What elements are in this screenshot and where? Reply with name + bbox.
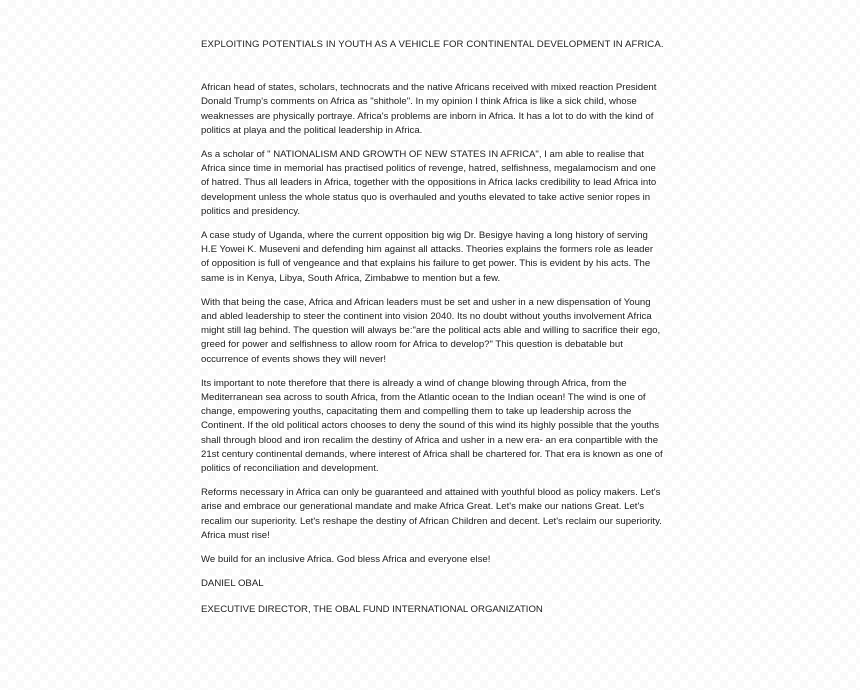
- paragraph-uganda-case: A case study of Uganda, where the current opposition big wig Dr. Besigye having a long history of serving H.E Yowei K. Museveni and defending him against all attacks. Theories explains the formers role as leader of opposition is full of vengeance and that explains his failure to get power. This is evident by his acts. The same is in Kenya, Libya, South Africa, Zimbabwe to mention but a few.: [201, 230, 654, 284]
- document-title: EXPLOITING POTENTIALS IN YOUTH AS A VEHICLE FOR CONTINENTAL DEVELOPMENT IN AFRICA.: [201, 39, 664, 50]
- document-body: [201, 38, 663, 617]
- paragraph-leadership: With that being the case, Africa and African leaders must be set and usher in a new dispensation of Young and abled leadership to steer the continent into vision 2040. Its no doubt without youths involvement Africa might still lag behind. The question will always be:"are the political acts able and willing to sacrifice their ego, greed for power and selfishness to allow room for Africa to develop?" This question is debatable but occurrence of events shows they will never!: [201, 296, 661, 365]
- signoff-line: We build for an inclusive Africa. God bless Africa and everyone else!: [201, 554, 491, 566]
- author-role: EXECUTIVE DIRECTOR, THE OBAL FUND INTERNATIONAL ORGANIZATION: [201, 603, 543, 615]
- paragraph-reforms: Reforms necessary in Africa can only be guaranteed and attained with youthful blood as policy makers. Let's arise and embrace our generational mandate and make Africa Great. Let's make our nations Great. Let's recalim our superiority. Let's reshape the destiny of African Children and decent. Let's reclaim our superiority. Africa must rise!: [201, 487, 662, 541]
- paragraph-nationalism: As a scholar of " NATIONALISM AND GROWTH OF NEW STATES IN AFRICA", I am able to realise that Africa since time in memorial has practised politics of revenge, hatred, selfishness, megalamocism and one of hatred. Thus all leaders in Africa, together with the oppositions in Africa lacks credibility to lead Africa into development unless the whole status quo is overhauled and youths elevated to take active senior ropes in politics and presidency.: [201, 149, 657, 217]
- paragraph-intro: African head of states, scholars, technocrats and the native Africans received with mixed reaction President Donald Trump's comments on Africa as "shithole". In my opinion I think Africa is like a sick child, whose weaknesses are physically portraye. Africa's problems are inborn in Africa. It has a lot to do with the kind of politics at playa and the political leadership in Africa.: [201, 82, 657, 136]
- paragraph-wind-of-change: Its important to note therefore that there is already a wind of change blowing through Africa, from the Mediterranean sea across to south Africa, from the Atlantic ocean to the Indian ocean! The wind is one of change, empowering youths, capacitating them and compelling them to take up leadership across the Continent. If the old political actors chooses to deny the sound of this wind its highly possible that the youths shall through blood and iron recalim the destiny of Africa and usher in a new era- an era conpartible with the 21st century continental demands, where interest of Africa shall be chartered for. That era is known as one of politics of reconciliation and development.: [201, 377, 663, 475]
- author-name: DANIEL OBAL: [201, 578, 264, 590]
